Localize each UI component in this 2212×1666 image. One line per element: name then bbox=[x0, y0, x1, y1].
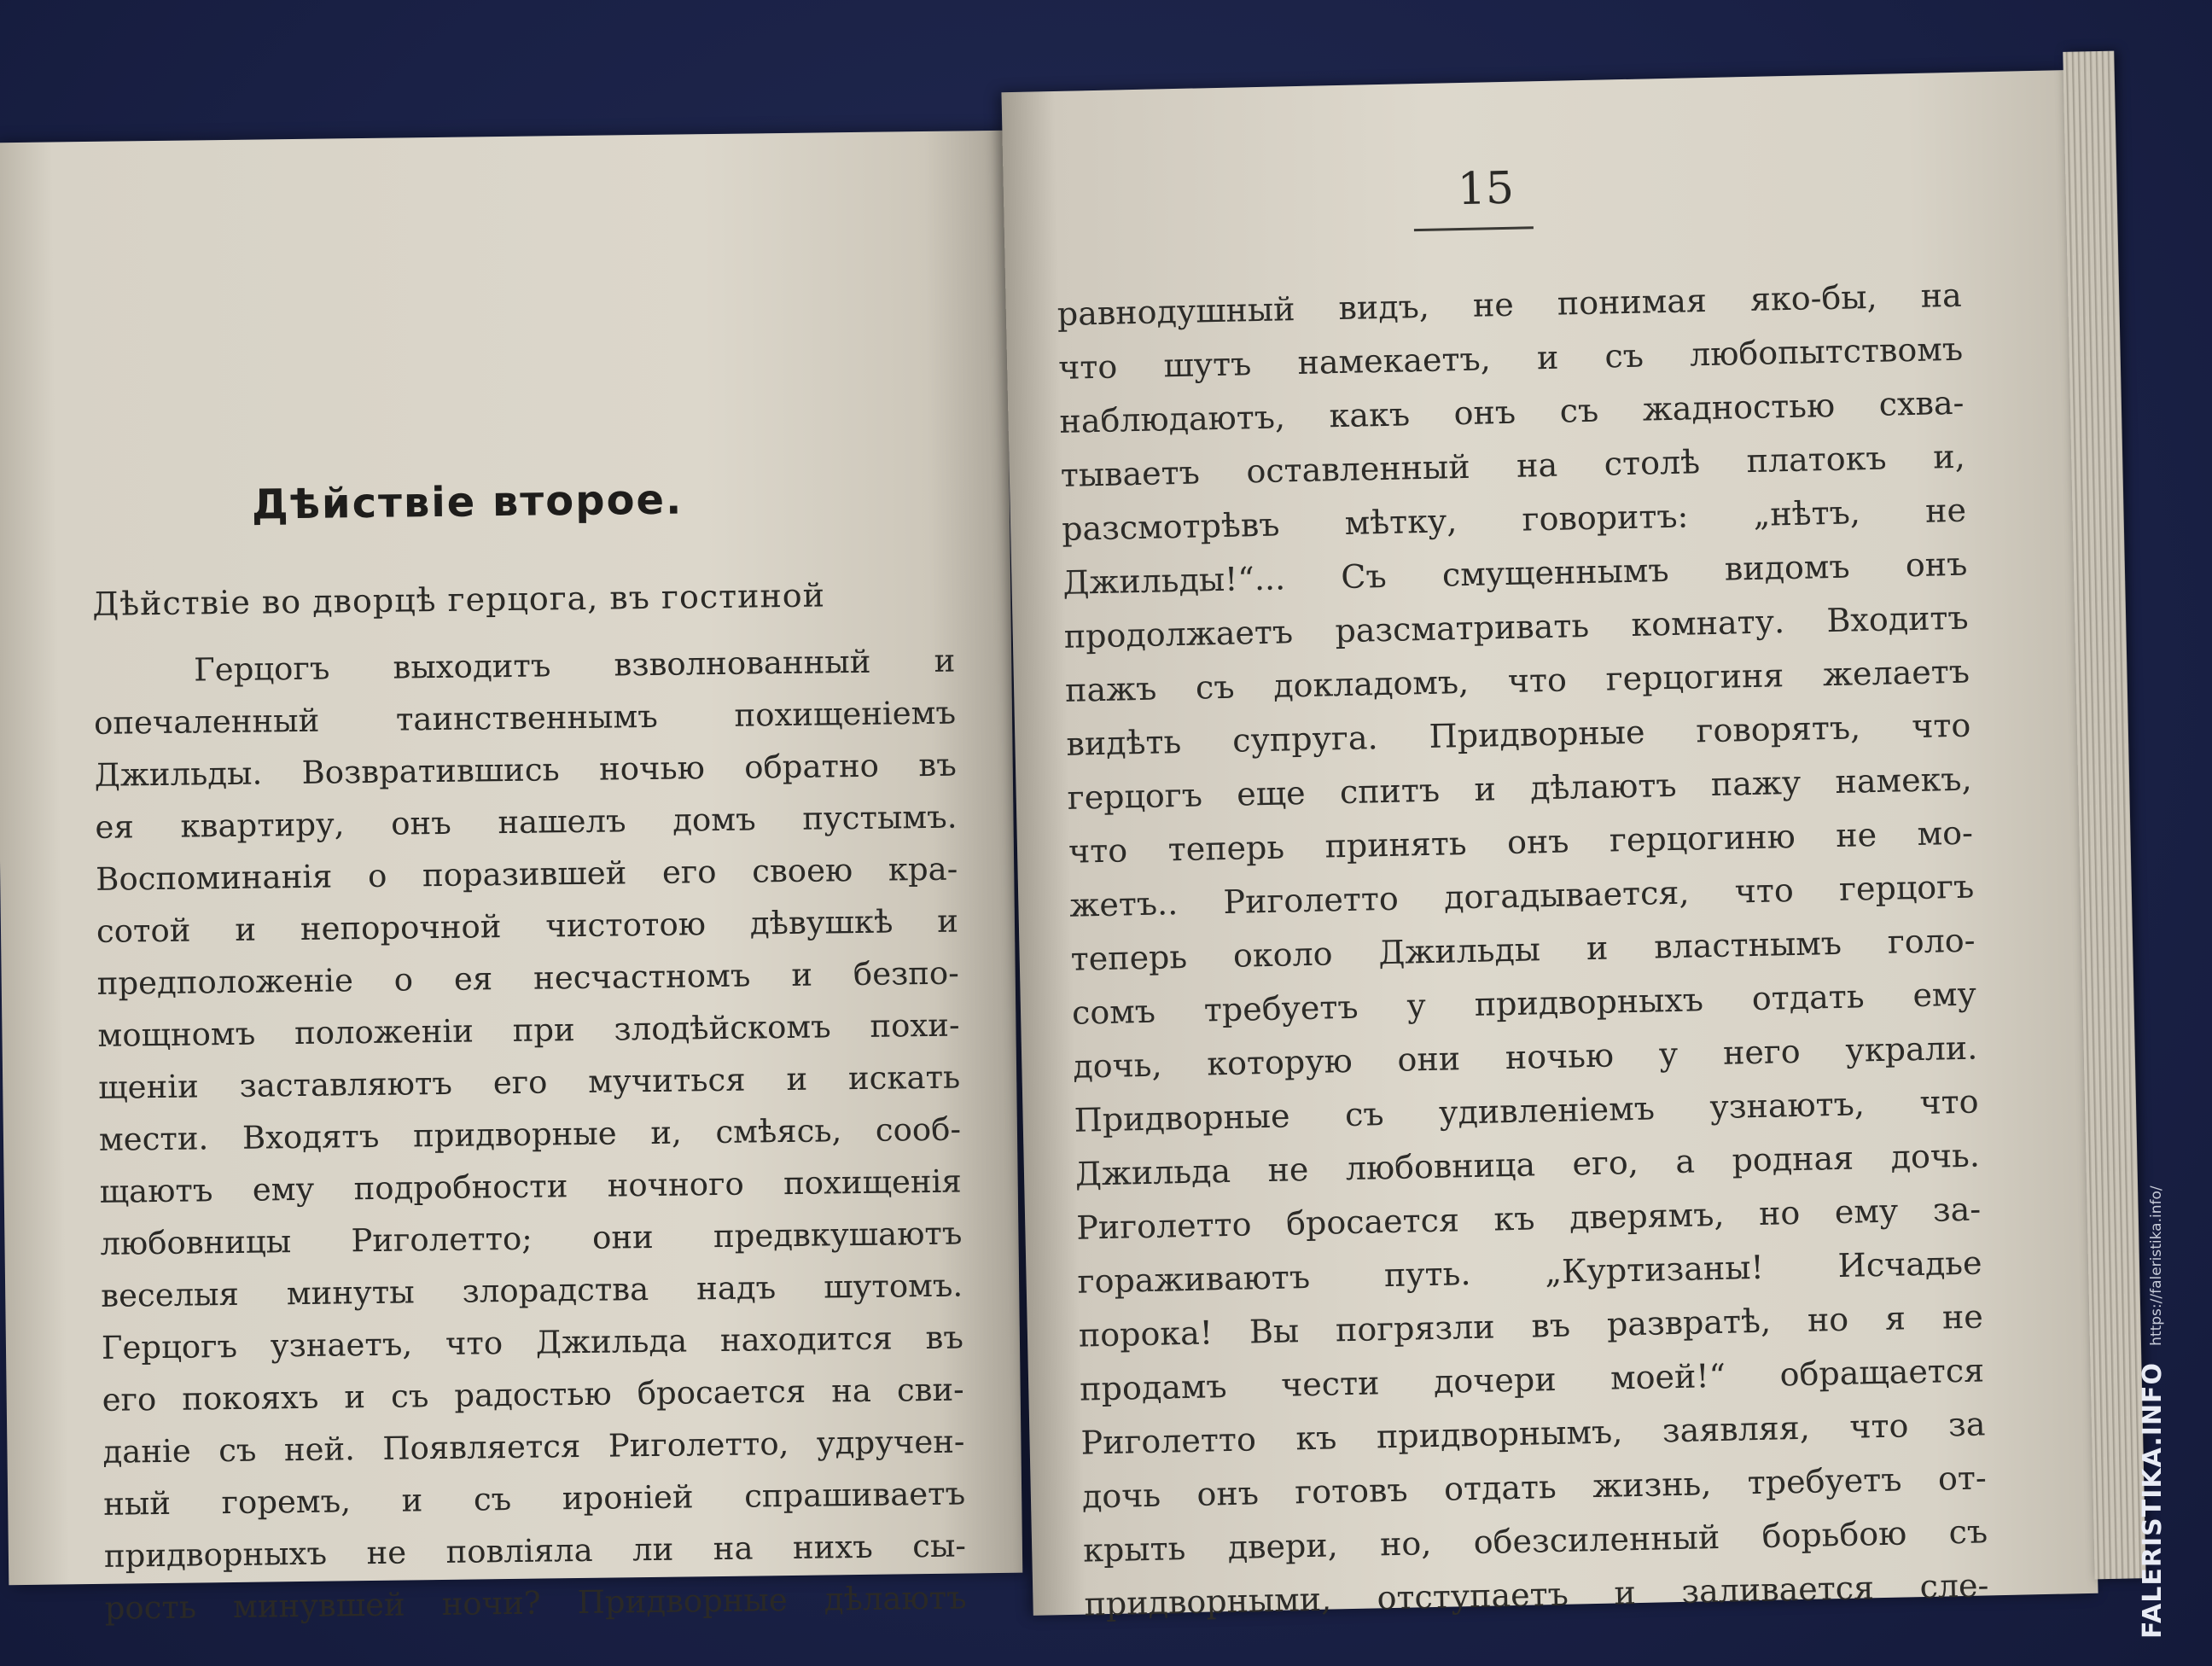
right-page bbox=[1001, 70, 2098, 1623]
text-line: любовницы Риголетто; они предвкушаютъ bbox=[100, 1215, 963, 1262]
text-line: предположенiе о ея несчастномъ и безпо- bbox=[96, 954, 959, 1002]
text-line: данiе съ ней. Появляется Риголетто, удручен- bbox=[102, 1423, 965, 1471]
text-line: Придворные съ удивленiемъ узнаютъ, что bbox=[1074, 1082, 1979, 1139]
text-line: сомъ требуетъ у придворныхъ отдать ему bbox=[1071, 975, 1977, 1032]
text-line: Джильды. Возвратившись ночью обратно въ bbox=[94, 746, 957, 794]
text-line: наблюдаютъ, какъ онъ съ жадностью схва- bbox=[1059, 383, 1965, 440]
watermark bbox=[2138, 1185, 2168, 1639]
text-line: дочь, которую они ночью у него украли. bbox=[1072, 1028, 1978, 1086]
text-line: щаютъ ему подробности ночного похищенiя bbox=[99, 1162, 962, 1210]
text-line: тываетъ оставленный на столѣ платокъ и, bbox=[1060, 437, 1966, 494]
text-line: жетъ.. Риголетто догадывается, что герцогъ bbox=[1068, 867, 1975, 924]
text-line: его покояхъ и съ радостью бросается на сви- bbox=[102, 1371, 964, 1418]
text-line: пажъ съ докладомъ, что герцогиня желаетъ bbox=[1064, 652, 1970, 709]
left-page bbox=[0, 131, 1022, 1627]
text-line: герцогъ еще спитъ и дѣлаютъ пажу намекъ, bbox=[1067, 760, 1973, 817]
text-line: Герцогъ узнаетъ, что Джильда находится въ bbox=[101, 1319, 964, 1366]
watermark-site: FALERISTIKA.INFO bbox=[2138, 1361, 2168, 1639]
left-page-body bbox=[93, 635, 967, 1634]
text-line: Джильды!“... Съ смущеннымъ видомъ онъ bbox=[1062, 545, 1968, 602]
text-line: мести. Входятъ придворные и, смѣясь, сооб- bbox=[98, 1110, 962, 1158]
text-line: рость минувшей ночи? Придворные дѣлаютъ bbox=[104, 1579, 967, 1627]
text-line: Риголетто бросается къ дверямъ, но ему за- bbox=[1075, 1190, 1982, 1247]
right-page-body bbox=[1057, 269, 1989, 1632]
text-line: придворныхъ не повлiяла ли на нихъ сы- bbox=[103, 1527, 967, 1575]
text-line: придворными, отступаетъ и заливается сле- bbox=[1084, 1566, 1989, 1623]
text-line: Риголетто къ придворнымъ, заявляя, что за bbox=[1080, 1405, 1986, 1462]
text-line: опечаленный таинственнымъ похищенiемъ bbox=[93, 694, 957, 742]
scene-description: Дѣйствiе во дворцѣ герцога, въ гостиной bbox=[92, 576, 826, 623]
text-line: сотой и непорочной чистотою дѣвушкѣ и bbox=[96, 902, 959, 950]
text-line: равнодушный видъ, не понимая яко-бы, на bbox=[1057, 276, 1963, 333]
text-line: продамъ чести дочери моей!“ обращается bbox=[1079, 1351, 1985, 1408]
page-number: 15 bbox=[1457, 162, 1515, 216]
text-line: веселыя минуты злорадства надъ шутомъ. bbox=[100, 1267, 963, 1314]
text-line: Воспоминанiя о поразившей его своею кра- bbox=[96, 850, 958, 898]
text-line: видѣть супруга. Придворные говорятъ, что bbox=[1065, 706, 1971, 763]
text-line: крыть двери, но, обезсиленный борьбою съ bbox=[1082, 1512, 1988, 1570]
text-line: теперь около Джильды и властнымъ голо- bbox=[1070, 921, 1976, 978]
text-line: что шутъ намекаетъ, и съ любопытствомъ bbox=[1057, 329, 1964, 387]
text-line: разсмотрѣвъ мѣтку, говоритъ: „нѣтъ, не bbox=[1061, 491, 1967, 548]
text-line: Джильда не любовница его, а родная дочь. bbox=[1074, 1136, 1981, 1193]
act-heading: Дѣйствiе второе. bbox=[251, 475, 684, 529]
watermark-url: https://faleristika.info/ bbox=[2148, 1185, 2165, 1346]
text-line: мощномъ положенiи при злодѣйскомъ похи- bbox=[97, 1006, 960, 1054]
text-line: порока! Вы погрязли въ развратѣ, но я не bbox=[1078, 1297, 1984, 1354]
text-line: что теперь принять онъ герцогиню не мо- bbox=[1068, 813, 1974, 871]
text-line: продолжаетъ разсматривать комнату. Входитъ bbox=[1063, 598, 1970, 655]
text-line: ея квартиру, онъ нашелъ домъ пустымъ. bbox=[95, 798, 958, 846]
text-line: щенiи заставляютъ его мучиться и искать bbox=[97, 1058, 961, 1106]
text-line: дочь онъ готовъ отдать жизнь, требуетъ от- bbox=[1081, 1459, 1988, 1516]
text-line: гораживаютъ путь. „Куртизаны! Исчадье bbox=[1077, 1244, 1982, 1301]
text-line: ный горемъ, и съ иронiей спрашиваетъ bbox=[102, 1475, 966, 1523]
text-line: Герцогъ выходитъ взволнованный и bbox=[194, 642, 956, 689]
page-number-rule bbox=[1414, 226, 1534, 231]
